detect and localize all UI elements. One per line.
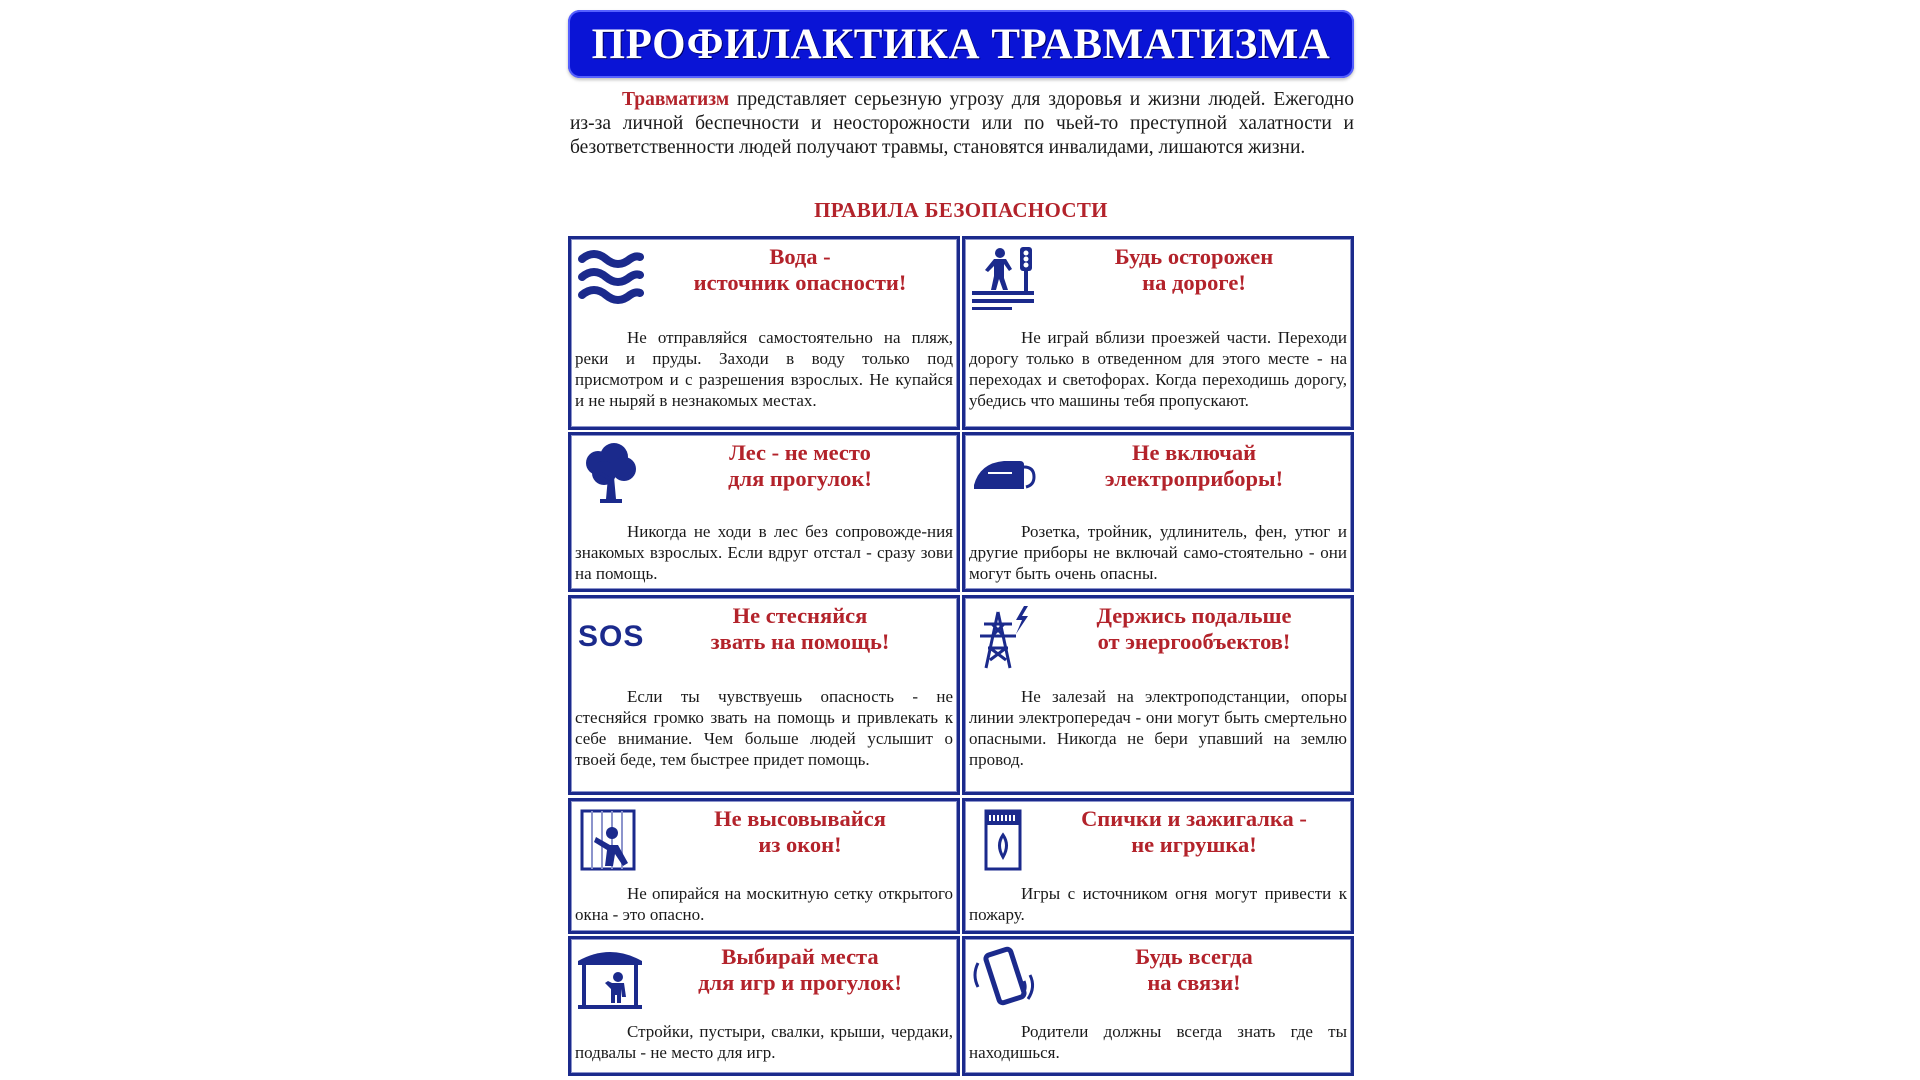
intro-text: представляет серьезную угрозу для здоровья и жизни людей. Ежегодно из-за личной беспечности и неосторожности или по чьей-то преступной халатности и безответственности людей получают травмы, становятся инвалидами, лишаются жизни. xyxy=(570,89,1354,158)
card-title: Не стесняйся звать на помощь! xyxy=(710,603,890,654)
iron-icon xyxy=(970,441,1038,507)
rule-card-power xyxy=(962,595,1354,795)
card-title: Будь осторожен на дороге! xyxy=(1114,244,1274,295)
rule-card-playground xyxy=(568,936,960,1076)
title-banner xyxy=(568,10,1354,78)
card-text: Никогда не ходи в лес без сопровожде-ния знакомых взрослых. Если вдруг отстал - сразу зови на помощь. xyxy=(575,522,953,583)
sos-label: SOS xyxy=(578,620,645,653)
card-title: Не включай электроприборы! xyxy=(1104,440,1284,491)
card-title: Спички и зажигалка - не игрушка! xyxy=(1081,806,1307,857)
card-text: Если ты чувствуешь опасность - не стесняйся громко звать на помощь и привлекать к себе внимание. Чем больше людей услышит о твоей беде, тем быстрее придет помощь. xyxy=(575,687,953,769)
card-text: Игры с источником огня могут привести к пожару. xyxy=(969,884,1347,924)
safety-poster xyxy=(566,10,1356,1076)
card-text: Розетка, тройник, удлинитель, фен, утюг и другие приборы не включай само-стоятельно - они могут быть очень опасны. xyxy=(969,522,1347,583)
card-text: Не играй вблизи проезжей части. Переходи дорогу только в отведенном для этого месте - на переходах и светофорах. Когда переходишь дорогу, убедись что машины тебя пропускают. xyxy=(969,328,1347,410)
rule-card-matches xyxy=(962,798,1354,934)
rule-card-forest xyxy=(568,432,960,592)
intro-term: Травматизм xyxy=(622,89,730,110)
pedestrian-traffic-light-icon xyxy=(970,245,1038,311)
card-text: Не залезай на электроподстанции, опоры линии электропередач - они могут быть смертельно опасными. Никогда не бери упавший на землю провод. xyxy=(969,687,1347,769)
tree-icon xyxy=(576,441,644,507)
card-title: Будь всегда на связи! xyxy=(1135,944,1253,995)
card-title: Держись подальше от энергообъектов! xyxy=(1096,603,1292,654)
card-text: Не отправляйся самостоятельно на пляж, реки и пруды. Заходи в воду только под присмотром и с разрешения взрослых. Не купайся и не ныряй в незнакомых местах. xyxy=(575,328,953,410)
sos-icon xyxy=(576,604,644,670)
card-text: Стройки, пустыри, свалки, крыши, чердаки, подвалы - не место для игр. xyxy=(575,1022,953,1062)
card-text: Родители должны всегда знать где ты находишься. xyxy=(969,1022,1347,1062)
poster-title: ПРОФИЛАКТИКА ТРАВМАТИЗМА xyxy=(591,20,1331,68)
mobile-phone-icon xyxy=(970,945,1038,1011)
rules-heading: ПРАВИЛА БЕЗОПАСНОСТИ xyxy=(814,198,1108,222)
intro-paragraph xyxy=(570,88,1354,160)
card-title: Вода - источник опасности! xyxy=(693,244,907,295)
card-title: Выбирай места для игр и прогулок! xyxy=(698,944,902,995)
card-text: Не опирайся на москитную сетку открытого окна - это опасно. xyxy=(575,884,953,924)
rule-card-water xyxy=(568,236,960,430)
card-title: Не высовывайся из окон! xyxy=(714,806,886,857)
rule-card-road xyxy=(962,236,1354,430)
rule-card-help xyxy=(568,595,960,795)
rule-card-electric xyxy=(962,432,1354,592)
rule-card-window xyxy=(568,798,960,934)
playground-icon xyxy=(576,945,644,1011)
water-waves-icon xyxy=(576,245,644,311)
matchbox-icon xyxy=(970,807,1038,873)
child-window-icon xyxy=(576,807,644,873)
power-pylon-icon xyxy=(970,604,1038,670)
rule-card-phone xyxy=(962,936,1354,1076)
card-title: Лес - не место для прогулок! xyxy=(728,440,872,491)
